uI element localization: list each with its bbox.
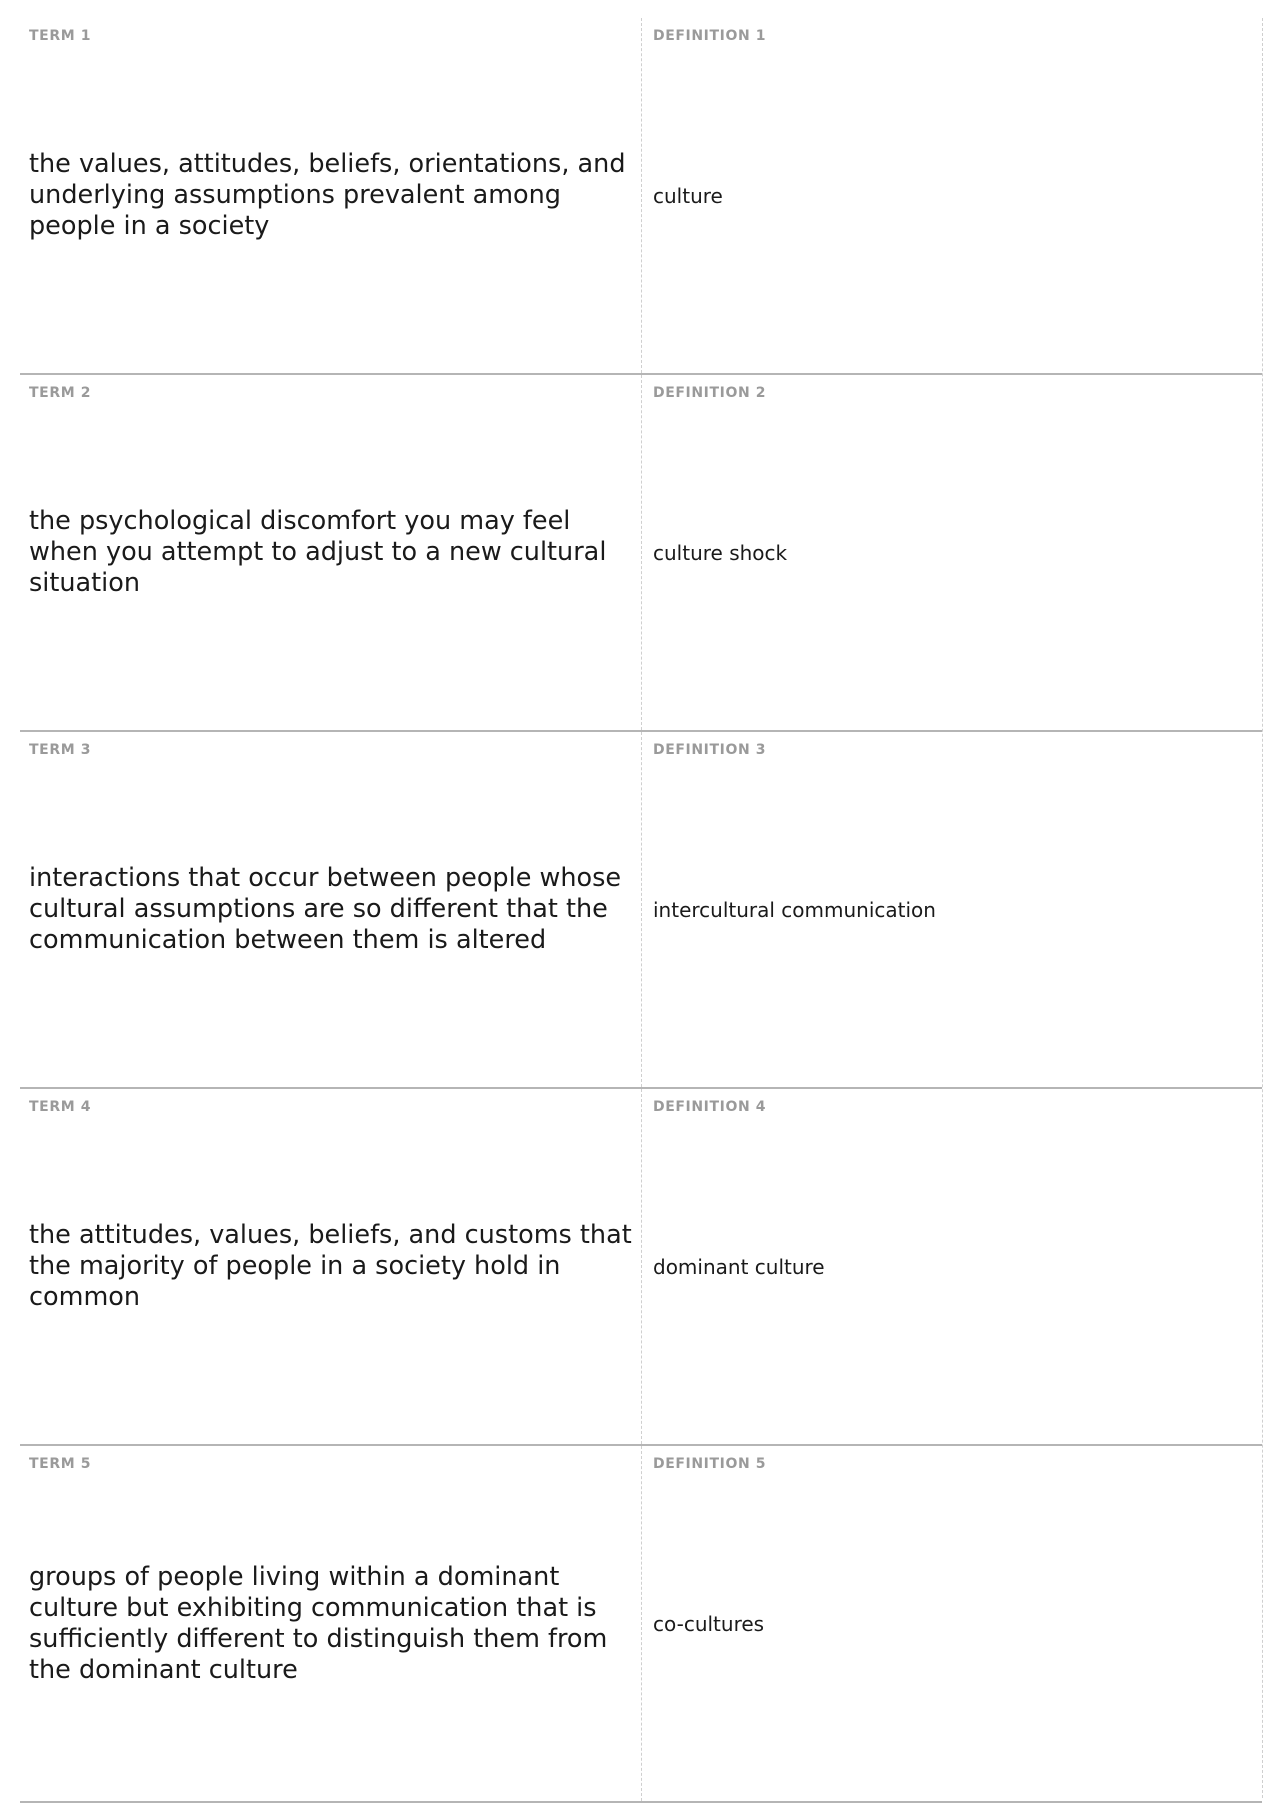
term-text: the values, attitudes, beliefs, orientations, and underlying assumptions prevalent among people in a society [29,149,626,241]
flashcard-row-1 [20,18,1262,375]
definition-label: DEFINITION 3 [653,742,767,758]
term-label: TERM 4 [29,1099,92,1115]
term-body [29,1446,633,1801]
definition-text: culture shock [653,540,788,565]
definition-text: intercultural communication [653,897,936,922]
flashcard-row-3 [20,732,1262,1089]
term-text: interactions that occur between people whose cultural assumptions are so different that the communication between them is altered [29,863,622,955]
definition-text: dominant culture [653,1254,825,1279]
definition-cell [642,1089,1262,1444]
flashcard-row-2 [20,375,1262,732]
definition-cell [642,1446,1262,1801]
definition-label: DEFINITION 1 [653,28,767,44]
definition-body [653,18,1252,373]
term-text: groups of people living within a dominant culture but exhibiting communication that is sufficiently different to distinguish them from the dominant culture [29,1561,608,1685]
definition-body [653,1446,1252,1801]
flashcard-row-4 [20,1089,1262,1446]
term-label: TERM 2 [29,385,92,401]
flashcard-row-5 [20,1446,1262,1803]
term-cell [20,375,642,730]
term-text: the attitudes, values, beliefs, and customs that the majority of people in a society hold in common [29,1220,632,1312]
term-body [29,375,633,730]
term-cell [20,732,642,1087]
definition-label: DEFINITION 2 [653,385,767,401]
definition-body [653,732,1252,1087]
term-label: TERM 3 [29,742,92,758]
definition-label: DEFINITION 5 [653,1456,767,1472]
term-body [29,18,633,373]
definition-text: co-cultures [653,1611,765,1636]
flashcard-sheet [20,18,1263,1798]
definition-cell [642,18,1262,373]
term-cell [20,1446,642,1801]
term-label: TERM 1 [29,28,92,44]
definition-label: DEFINITION 4 [653,1099,767,1115]
definition-cell [642,375,1262,730]
definition-body [653,1089,1252,1444]
term-cell [20,18,642,373]
term-cell [20,1089,642,1444]
term-body [29,1089,633,1444]
term-body [29,732,633,1087]
term-label: TERM 5 [29,1456,92,1472]
term-text: the psychological discomfort you may feel when you attempt to adjust to a new cultural situation [29,506,607,598]
definition-text: culture [653,183,723,208]
definition-body [653,375,1252,730]
definition-cell [642,732,1262,1087]
